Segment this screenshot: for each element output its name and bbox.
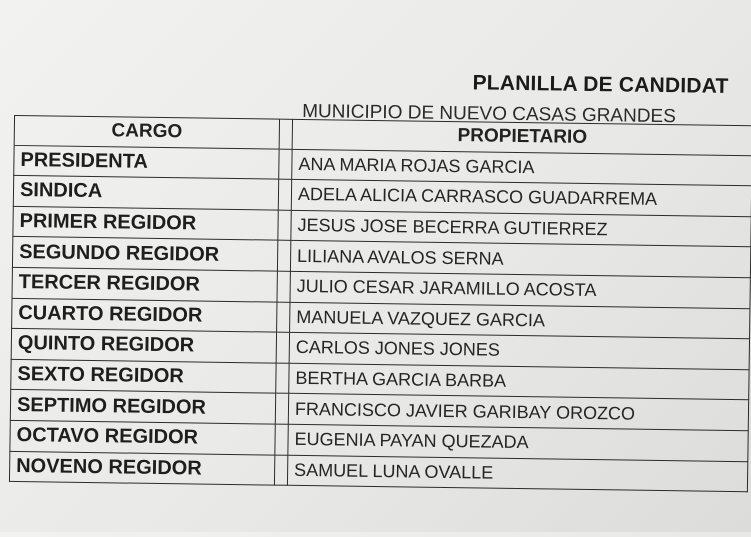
column-divider xyxy=(275,425,288,456)
propietario-cell: SAMUEL LUNA OVALLE xyxy=(288,455,748,492)
cargo-cell: OCTAVO REGIDOR xyxy=(9,421,275,455)
cargo-cell: SEGUNDO REGIDOR xyxy=(12,237,278,271)
cargo-cell: CUARTO REGIDOR xyxy=(11,298,277,332)
column-divider xyxy=(279,149,292,180)
propietario-cell: BERTHA GARCIA BARBA xyxy=(289,364,749,401)
cargo-cell: QUINTO REGIDOR xyxy=(11,329,277,363)
propietario-cell: LILIANA AVALOS SERNA xyxy=(291,241,751,278)
column-divider xyxy=(278,241,291,272)
cargo-cell: SEXTO REGIDOR xyxy=(10,360,276,394)
column-header-cargo: CARGO xyxy=(14,115,280,149)
cargo-cell: PRESIDENTA xyxy=(13,146,279,180)
column-divider xyxy=(276,394,289,425)
propietario-cell: ANA MARIA ROJAS GARCIA xyxy=(292,149,751,186)
candidates-table xyxy=(9,115,751,492)
column-divider xyxy=(275,455,288,486)
column-divider xyxy=(280,119,293,150)
propietario-cell: CARLOS JONES JONES xyxy=(290,333,750,370)
column-divider xyxy=(277,272,290,303)
column-divider xyxy=(277,302,290,333)
municipality-subtitle: MUNICIPIO DE NUEVO CASAS GRANDES xyxy=(302,100,676,128)
document-title: PLANILLA DE CANDIDAT xyxy=(472,71,729,98)
column-divider xyxy=(279,180,292,211)
cargo-cell: SEPTIMO REGIDOR xyxy=(10,390,276,424)
column-divider xyxy=(278,210,291,241)
cargo-cell: NOVENO REGIDOR xyxy=(9,451,275,485)
column-header-propietario: PROPIETARIO xyxy=(293,119,751,156)
propietario-cell: ADELA ALICIA CARRASCO GUADARREMA xyxy=(292,180,751,217)
propietario-cell: FRANCISCO JAVIER GARIBAY OROZCO xyxy=(289,394,749,431)
propietario-cell: JULIO CESAR JARAMILLO ACOSTA xyxy=(290,272,750,309)
column-divider xyxy=(276,363,289,394)
column-divider xyxy=(277,333,290,364)
propietario-cell: EUGENIA PAYAN QUEZADA xyxy=(288,425,748,462)
cargo-cell: SINDICA xyxy=(13,176,279,210)
cargo-cell: PRIMER REGIDOR xyxy=(12,207,278,241)
propietario-cell: JESUS JOSE BECERRA GUTIERREZ xyxy=(291,211,751,248)
cargo-cell: TERCER REGIDOR xyxy=(12,268,278,302)
propietario-cell: MANUELA VAZQUEZ GARCIA xyxy=(290,302,750,339)
